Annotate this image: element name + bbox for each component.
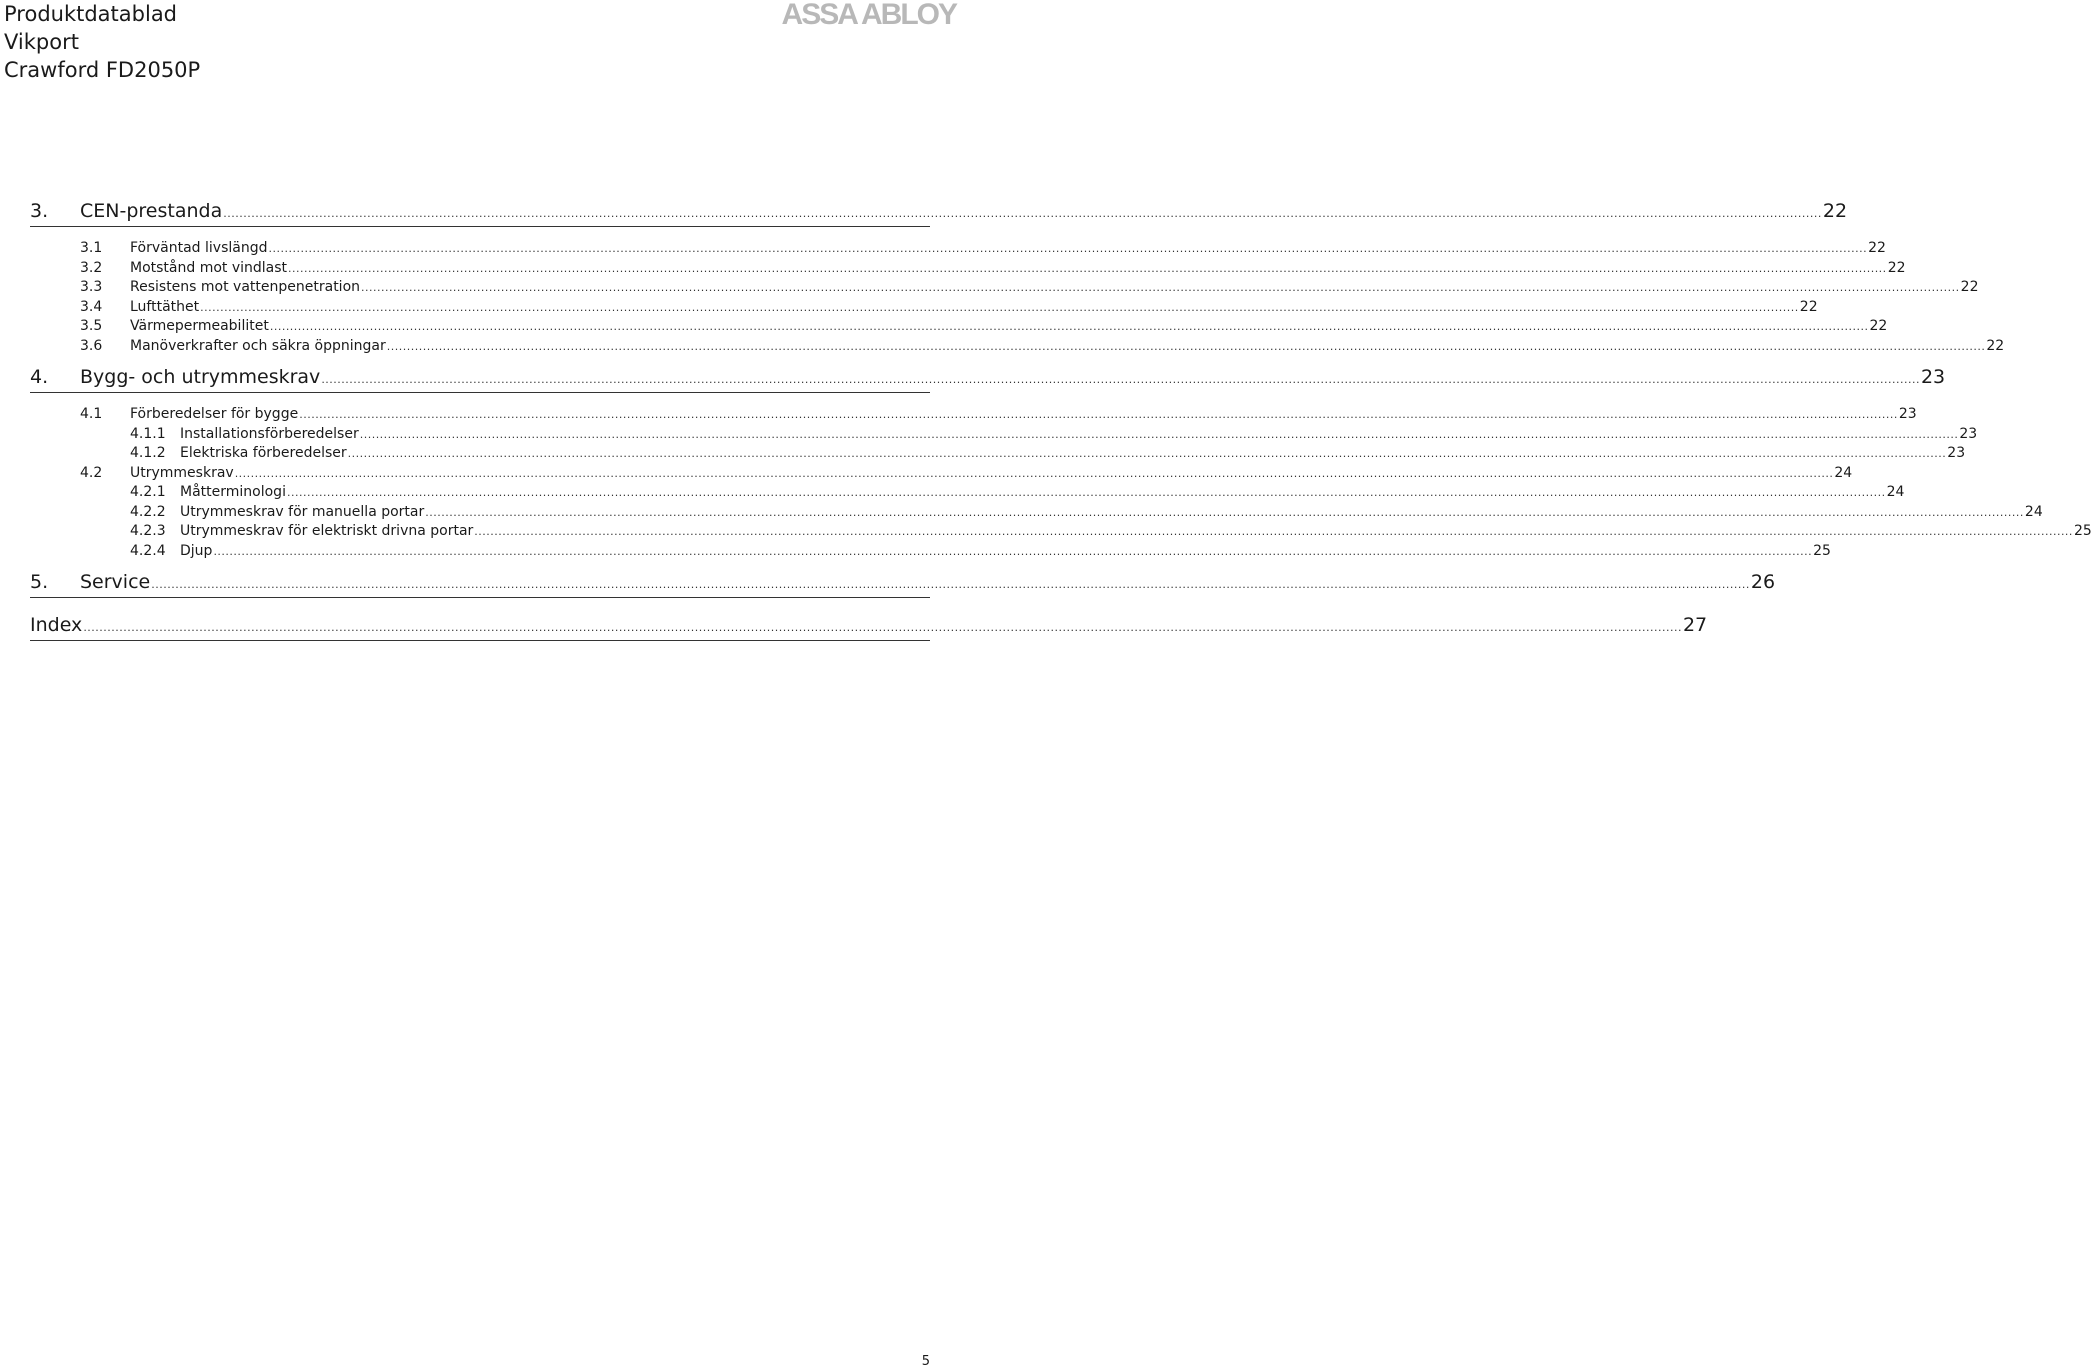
toc-entry[interactable]: [30, 317, 1888, 337]
toc-entry[interactable]: [30, 542, 1831, 562]
toc-entry-number: 4.2.1: [130, 484, 166, 500]
toc-entry-page: 22: [1799, 298, 1818, 315]
toc-entry-page: 22: [1869, 318, 1888, 334]
toc-entry-page: 23: [1898, 406, 1917, 422]
toc-entry-number: 3.: [30, 200, 49, 222]
table-of-contents: [30, 196, 2092, 653]
toc-entry-page: 24: [1886, 484, 1905, 500]
toc-leader-dots: ................................................................................................................................................................................................................................................................................................................................................................................................................: [269, 320, 1869, 333]
toc-entry-page: 24: [1834, 464, 1853, 481]
toc-leader-dots: ................................................................................................................................................................................................................................................................................................................................................................................................................: [234, 466, 1834, 480]
toc-entry[interactable]: [30, 444, 1966, 464]
toc-entry[interactable]: [30, 259, 1906, 279]
toc-entry-number: 4.2.4: [130, 542, 166, 559]
header-product-model: Crawford FD2050P: [4, 58, 201, 82]
toc-entry-title: Lufttäthet: [130, 298, 200, 315]
toc-entry-page: 24: [2024, 503, 2043, 520]
toc-entry[interactable]: [30, 196, 1848, 227]
toc-entry-page: 22: [1868, 240, 1886, 256]
toc-entry-title: Installationsförberedelser: [180, 425, 359, 442]
toc-leader-dots: ................................................................................................................................................................................................................................................................................................................................................................................................................: [321, 373, 1920, 386]
toc-entry-number: 4.2.3: [130, 523, 166, 539]
toc-leader-dots: ................................................................................................................................................................................................................................................................................................................................................................................................................: [200, 300, 1799, 314]
toc-entry-title: Elektriska förberedelser: [180, 445, 347, 461]
toc-entry-title: Förväntad livslängd: [130, 240, 268, 256]
header-doc-type: Produktdatablad: [4, 2, 178, 26]
toc-leader-dots: ................................................................................................................................................................................................................................................................................................................................................................................................................: [268, 242, 1868, 255]
toc-entry-page: 23: [1947, 445, 1966, 461]
toc-entry[interactable]: [30, 522, 2092, 542]
toc-entry[interactable]: [30, 278, 1979, 298]
toc-entry-number: 4.2.2: [130, 503, 166, 520]
toc-entry[interactable]: [30, 337, 2005, 357]
toc-entry-page: 22: [1887, 259, 1906, 276]
toc-leader-dots: ................................................................................................................................................................................................................................................................................................................................................................................................................: [299, 408, 1898, 421]
toc-entry-title: Utrymmeskrav: [130, 464, 234, 481]
toc-entry-number: 4.2: [80, 464, 103, 481]
assa-abloy-logo: ASSA ABLOY: [781, 0, 956, 31]
toc-entry-number: 3.6: [80, 337, 103, 354]
toc-entry-title: Utrymmeskrav för elektriskt drivna portar: [180, 523, 474, 539]
toc-entry-page: 26: [1750, 571, 1776, 593]
toc-leader-dots: ................................................................................................................................................................................................................................................................................................................................................................................................................: [359, 427, 1959, 441]
toc-entry-title: Motstånd mot vindlast: [130, 259, 288, 276]
toc-entry[interactable]: [30, 567, 1776, 598]
toc-entry-title: Måtterminologi: [180, 484, 286, 500]
toc-leader-dots: ................................................................................................................................................................................................................................................................................................................................................................................................................: [474, 525, 2073, 538]
toc-entry[interactable]: [30, 239, 1886, 259]
toc-entry-title: Bygg- och utrymmeskrav: [80, 366, 321, 388]
toc-leader-dots: ................................................................................................................................................................................................................................................................................................................................................................................................................: [288, 261, 1887, 275]
toc-leader-dots: ................................................................................................................................................................................................................................................................................................................................................................................................................: [425, 505, 2024, 519]
toc-entry-page: 23: [1920, 366, 1946, 388]
document-header: [4, 0, 200, 84]
toc-entry-number: 4.1: [80, 406, 103, 422]
toc-entry-title: Utrymmeskrav för manuella portar: [180, 503, 425, 520]
toc-entry[interactable]: [30, 464, 1853, 484]
toc-entry-title: Resistens mot vattenpenetration: [130, 279, 361, 295]
toc-entry-page: 22: [1960, 279, 1979, 295]
toc-entry-number: 3.5: [80, 318, 103, 334]
toc-entry[interactable]: [30, 483, 1905, 503]
toc-leader-dots: ................................................................................................................................................................................................................................................................................................................................................................................................................: [286, 486, 1886, 499]
toc-leader-dots: ................................................................................................................................................................................................................................................................................................................................................................................................................: [347, 447, 1947, 460]
toc-entry[interactable]: [30, 405, 1917, 425]
toc-entry-page: 23: [1959, 425, 1978, 442]
toc-leader-dots: ................................................................................................................................................................................................................................................................................................................................................................................................................: [83, 621, 1682, 634]
toc-entry-title: CEN-prestanda: [80, 200, 223, 222]
toc-leader-dots: ................................................................................................................................................................................................................................................................................................................................................................................................................: [151, 578, 1750, 591]
toc-entry-title: Index: [30, 614, 83, 636]
toc-entry[interactable]: [30, 503, 2043, 523]
toc-entry[interactable]: [30, 610, 1708, 641]
toc-entry-page: 27: [1682, 614, 1708, 636]
toc-entry-number: 4.1.1: [130, 425, 166, 442]
toc-entry-title: Service: [80, 571, 151, 593]
toc-entry-number: 3.1: [80, 240, 103, 256]
toc-entry-title: Värmepermeabilitet: [130, 318, 269, 334]
toc-entry-title: Manöverkrafter och säkra öppningar: [130, 337, 386, 354]
toc-entry[interactable]: [30, 362, 1946, 393]
toc-entry-number: 5.: [30, 571, 49, 593]
toc-leader-dots: ................................................................................................................................................................................................................................................................................................................................................................................................................: [386, 339, 1986, 353]
toc-entry-page: 25: [2073, 523, 2092, 539]
toc-entry-number: 4.1.2: [130, 445, 166, 461]
toc-entry-page: 25: [1813, 542, 1831, 559]
toc-entry[interactable]: [30, 425, 1978, 445]
toc-entry-page: 22: [1986, 337, 2005, 354]
header-product-category: Vikport: [4, 30, 79, 54]
toc-entry-number: 3.2: [80, 259, 103, 276]
toc-entry-title: Djup: [180, 542, 213, 559]
toc-entry-number: 3.3: [80, 279, 103, 295]
toc-entry-number: 3.4: [80, 298, 103, 315]
toc-leader-dots: ................................................................................................................................................................................................................................................................................................................................................................................................................: [213, 544, 1813, 558]
toc-entry[interactable]: [30, 298, 1818, 318]
toc-leader-dots: ................................................................................................................................................................................................................................................................................................................................................................................................................: [223, 207, 1822, 220]
page-number: 5: [921, 1354, 930, 1369]
toc-leader-dots: ................................................................................................................................................................................................................................................................................................................................................................................................................: [361, 281, 1960, 294]
toc-entry-number: 4.: [30, 366, 49, 388]
toc-entry-page: 22: [1822, 200, 1848, 222]
toc-entry-title: Förberedelser för bygge: [130, 406, 299, 422]
